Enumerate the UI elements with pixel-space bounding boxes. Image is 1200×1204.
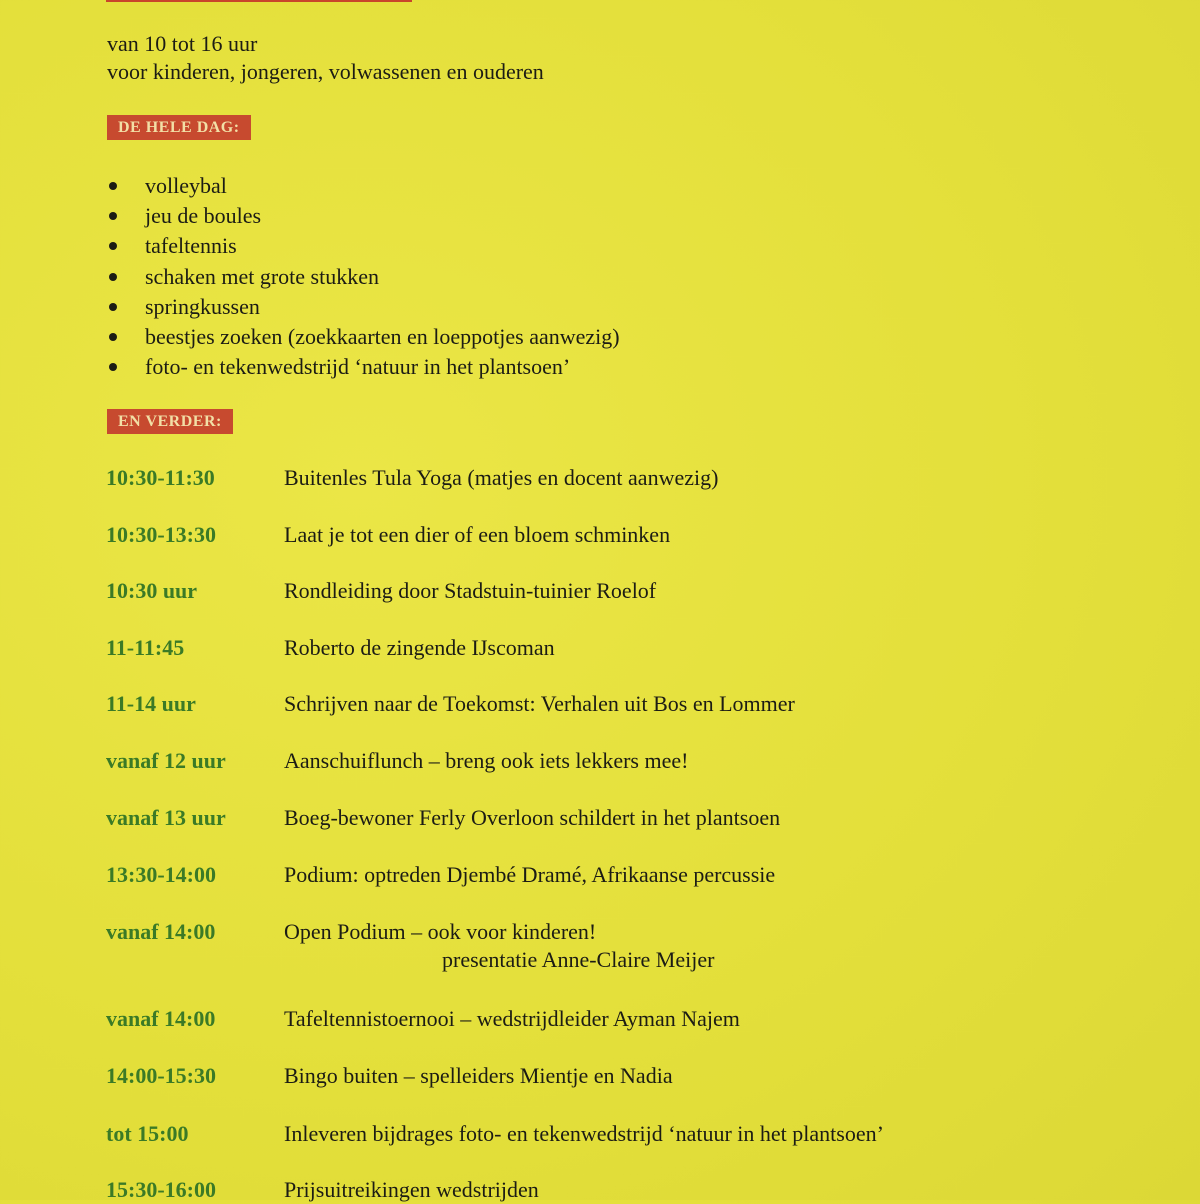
list-item-text: jeu de boules bbox=[145, 203, 262, 229]
schedule-subline: presentatie Anne-Claire Meijer bbox=[442, 947, 715, 972]
schedule-time: 15:30-16:00 bbox=[106, 1177, 216, 1202]
schedule-time: 11-11:45 bbox=[106, 635, 185, 660]
list-item-text: tafeltennis bbox=[145, 233, 237, 259]
schedule-time: 11-14 uur bbox=[106, 691, 196, 716]
schedule-desc: Podium: optreden Djembé Dramé, Afrikaanse percussie bbox=[284, 862, 776, 887]
schedule-time: vanaf 14:00 bbox=[106, 919, 216, 944]
schedule-desc: Buitenles Tula Yoga (matjes en docent aanwezig) bbox=[284, 465, 719, 490]
schedule-desc: Open Podium – ook voor kinderen! bbox=[284, 919, 597, 944]
schedule-time: vanaf 13 uur bbox=[106, 805, 226, 830]
schedule-time: tot 15:00 bbox=[106, 1121, 189, 1146]
schedule-desc: Schrijven naar de Toekomst: Verhalen uit Bos en Lommer bbox=[284, 691, 795, 716]
schedule-desc: Inleveren bijdrages foto- en tekenwedstrijd ‘natuur in het plantsoen’ bbox=[284, 1121, 884, 1146]
intro-audience: voor kinderen, jongeren, volwassenen en ouderen bbox=[107, 59, 544, 84]
schedule-time: 14:00-15:30 bbox=[106, 1063, 216, 1088]
all-day-heading: DE HELE DAG: bbox=[107, 115, 251, 140]
schedule-desc: Aanschuiflunch – breng ook iets lekkers mee! bbox=[284, 748, 689, 773]
list-item-text: schaken met grote stukken bbox=[145, 263, 379, 289]
schedule-desc: Boeg-bewoner Ferly Overloon schildert in het plantsoen bbox=[284, 805, 781, 830]
schedule-desc: Rondleiding door Stadstuin-tuinier Roelof bbox=[284, 578, 657, 603]
schedule-desc: Laat je tot een dier of een bloem schminken bbox=[284, 522, 671, 547]
further-heading: EN VERDER: bbox=[107, 409, 233, 434]
schedule-desc: Roberto de zingende IJscoman bbox=[284, 635, 555, 660]
schedule-desc: Bingo buiten – spelleiders Mientje en Nadia bbox=[284, 1063, 673, 1088]
intro-hours: van 10 tot 16 uur bbox=[107, 31, 258, 56]
schedule-time: 10:30-11:30 bbox=[106, 465, 215, 490]
list-item-text: volleybal bbox=[145, 173, 227, 198]
list-item-text: beestjes zoeken (zoekkaarten en loeppotjes aanwezig) bbox=[145, 323, 620, 349]
list-item-text: foto- en tekenwedstrijd ‘natuur in het plantsoen’ bbox=[145, 354, 571, 380]
schedule-time: 13:30-14:00 bbox=[106, 862, 216, 887]
schedule-time: 10:30 uur bbox=[106, 578, 198, 603]
schedule-desc: Tafeltennistoernooi – wedstrijdleider Ayman Najem bbox=[284, 1006, 740, 1031]
schedule-time: vanaf 12 uur bbox=[106, 748, 226, 773]
schedule-time: 10:30-13:30 bbox=[106, 522, 216, 547]
schedule-desc: Prijsuitreikingen wedstrijden bbox=[284, 1177, 539, 1202]
list-item-text: springkussen bbox=[145, 293, 260, 319]
schedule-time: vanaf 14:00 bbox=[106, 1006, 216, 1031]
